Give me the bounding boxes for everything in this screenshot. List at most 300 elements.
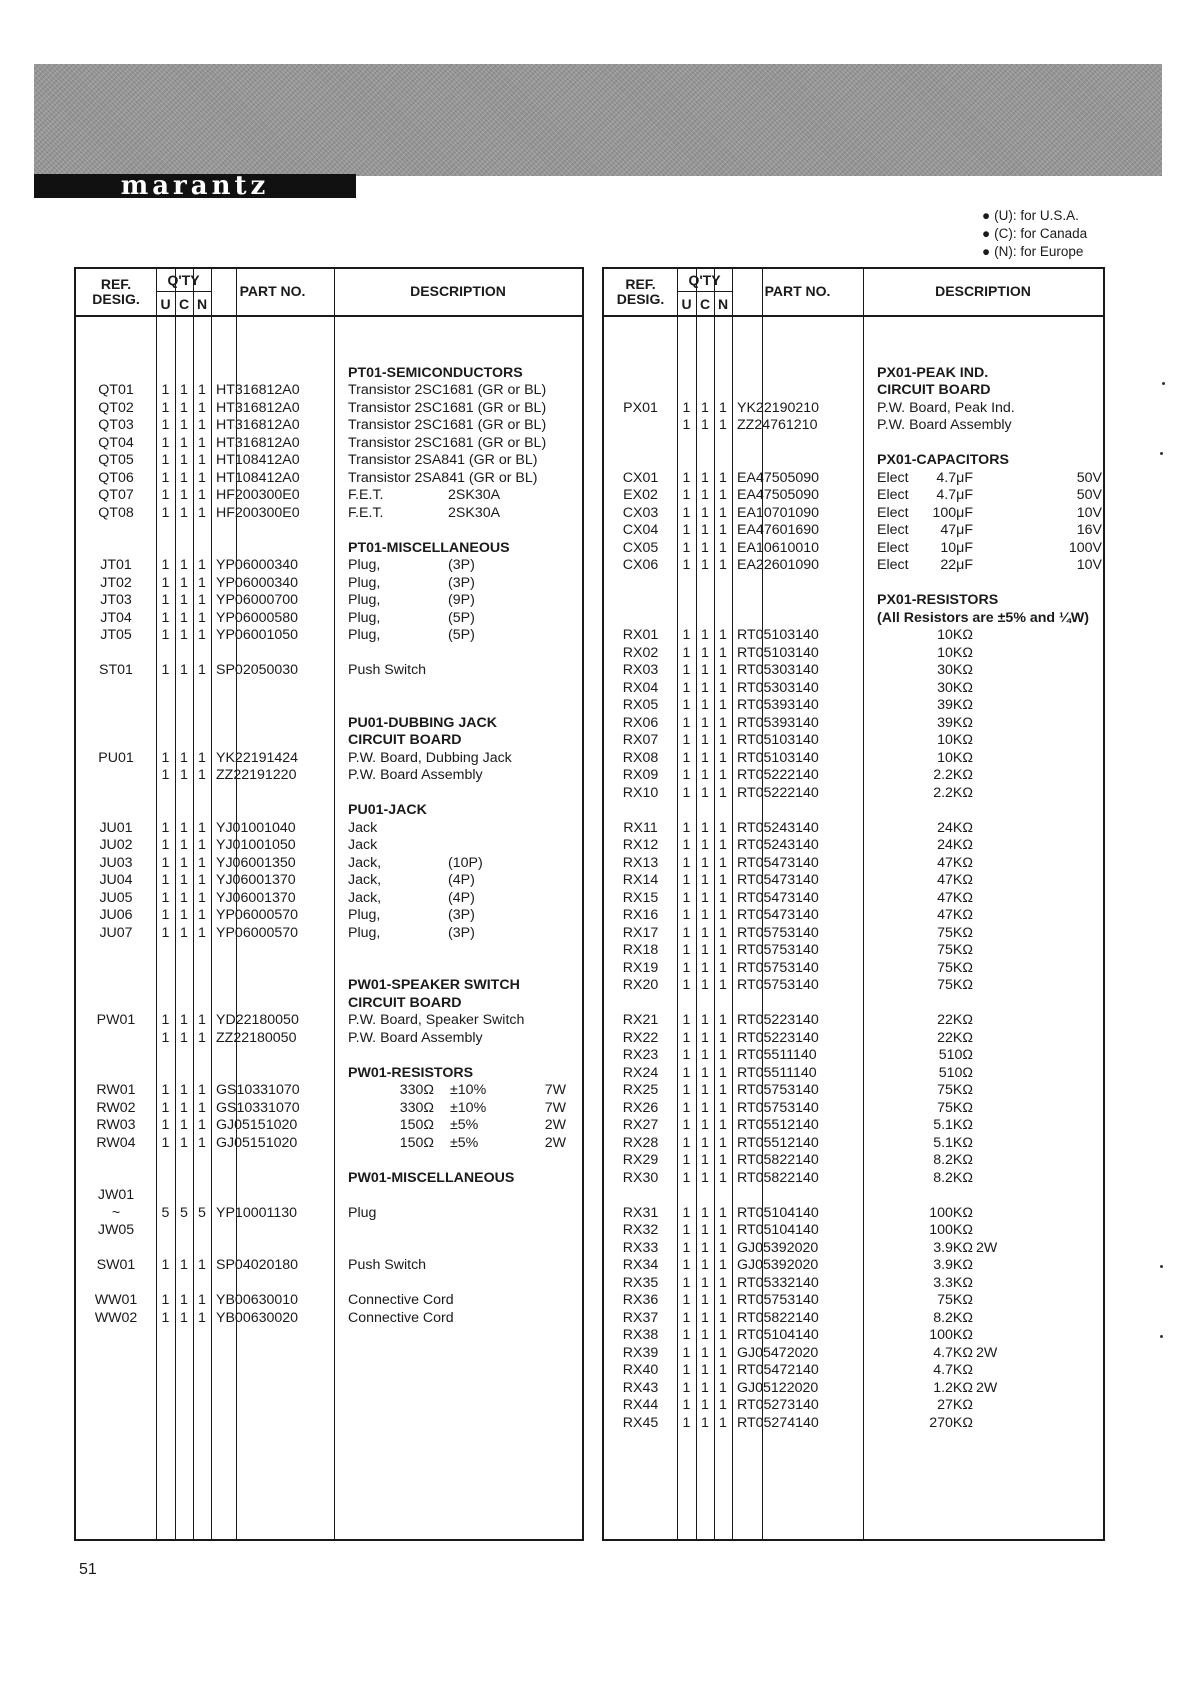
table-row: [76, 487, 582, 505]
part-number: RT05243140: [737, 837, 819, 853]
qty-c: 1: [701, 1362, 709, 1378]
value: 4.7μF: [936, 469, 973, 486]
qty-c: 1: [701, 1239, 709, 1256]
table-row: [604, 1187, 1103, 1205]
qty-c: 1: [701, 504, 709, 521]
part-number: RT05753140: [737, 959, 819, 976]
table-row: [604, 452, 1103, 470]
qty-n: 1: [198, 592, 206, 608]
value: 330Ω: [399, 1082, 434, 1098]
qty-c: 1: [701, 1064, 709, 1081]
value: 510Ω: [938, 1064, 973, 1081]
part-number: HF200300E0: [216, 487, 300, 503]
part-number: EA47505090: [737, 487, 820, 503]
qty-n: 1: [198, 627, 206, 643]
rating: 16V: [1076, 522, 1102, 538]
part-number: HT316812A0: [216, 434, 300, 451]
ref-desig: JT05: [100, 627, 132, 643]
table-row: [76, 1275, 582, 1293]
value: 5.1KΩ: [933, 1134, 973, 1151]
qty-c: 1: [701, 854, 709, 871]
value: 4.7KΩ: [933, 1362, 973, 1378]
part-number: RT05473140: [737, 907, 819, 923]
table-row: [604, 540, 1103, 558]
qty-n: 1: [198, 417, 206, 433]
ref-desig: QT07: [98, 487, 134, 503]
section-heading: CIRCUIT BOARD: [877, 382, 991, 398]
table-row: [604, 522, 1103, 540]
ref-desig: RX10: [622, 784, 659, 801]
description: Transistor 2SC1681 (GR or BL): [348, 417, 547, 433]
qty-u: 1: [682, 1099, 691, 1116]
table-row: [604, 1292, 1103, 1310]
qty-c: 1: [701, 487, 709, 503]
qty-u: 1: [161, 872, 170, 888]
part-number: RT05753140: [737, 924, 819, 941]
qty-c: 1: [701, 889, 709, 906]
table-row: [76, 1187, 582, 1205]
description: Connective Cord: [348, 1309, 454, 1326]
value: 270KΩ: [929, 1414, 973, 1431]
ref-desig: QT01: [98, 382, 134, 398]
part-number: EA47505090: [737, 469, 820, 486]
rating: 2W: [976, 1239, 998, 1256]
qty-n: 1: [198, 889, 206, 906]
qty-n: 1: [198, 487, 206, 503]
rating: 2W: [976, 1379, 998, 1396]
table-row: [604, 1257, 1103, 1275]
ref-desig: RX31: [622, 1204, 659, 1221]
qty-c: 1: [701, 679, 709, 696]
description: Elect: [877, 487, 909, 503]
ref-desig: PW01: [96, 1012, 136, 1028]
ref-desig: JT03: [100, 592, 132, 608]
part-number: RT05822140: [737, 1152, 819, 1168]
section-heading: PX01-RESISTORS: [877, 592, 999, 608]
value: 10μF: [940, 539, 973, 556]
value: 75KΩ: [937, 1099, 973, 1116]
rating: 10V: [1076, 504, 1102, 521]
qty-c: 1: [701, 1344, 709, 1361]
header-u: U: [681, 296, 692, 312]
header-qty: Q'TY: [688, 272, 721, 288]
qty-u: 1: [161, 1082, 170, 1098]
table-row: [604, 347, 1103, 365]
table-row: [76, 400, 582, 418]
qty-c: 1: [180, 592, 188, 608]
table-row: [76, 557, 582, 575]
part-number: RT05753140: [737, 977, 819, 993]
qty-c: 1: [701, 627, 709, 643]
qty-c: 1: [701, 1327, 709, 1343]
qty-n: 1: [198, 749, 206, 766]
rating: 50V: [1076, 469, 1102, 486]
part-number: RT05104140: [737, 1327, 819, 1343]
qty-u: 1: [161, 1012, 170, 1028]
qty-n: 1: [719, 1047, 727, 1063]
table-row: [76, 1292, 582, 1310]
part-number: RT05473140: [737, 872, 819, 888]
description: Transistor 2SC1681 (GR or BL): [348, 399, 547, 416]
qty-n: 1: [719, 1134, 727, 1151]
value: 2.2KΩ: [933, 784, 973, 801]
description: Jack: [348, 819, 378, 836]
table-row: [76, 1065, 582, 1083]
qty-n: 1: [719, 889, 727, 906]
qty-n: 1: [719, 784, 727, 801]
qty-n: 1: [719, 1169, 727, 1186]
table-body: [604, 347, 1103, 1432]
ref-desig: CX05: [622, 539, 659, 556]
qty-n: 1: [198, 469, 206, 486]
qty-n: 1: [719, 1204, 727, 1221]
qty-n: 1: [198, 1292, 206, 1308]
qty-u: 1: [682, 1134, 691, 1151]
value: 39KΩ: [937, 714, 973, 731]
table-row: [604, 1310, 1103, 1328]
ref-desig: RX29: [622, 1152, 659, 1168]
qty-n: 1: [719, 767, 727, 783]
ref-desig: RX26: [622, 1099, 659, 1116]
qty-u: 1: [682, 627, 691, 643]
part-number: YK22190210: [737, 399, 820, 416]
qty-c: 1: [180, 399, 188, 416]
qty-u: 1: [161, 417, 170, 433]
ref-desig: RX02: [622, 644, 659, 661]
part-number: YJ06001350: [216, 854, 296, 871]
ref-desig: CX03: [622, 504, 659, 521]
qty-u: 1: [682, 1397, 691, 1413]
tolerance: ±5%: [450, 1134, 479, 1151]
qty-u: 1: [682, 1309, 691, 1326]
qty-n: 1: [719, 697, 727, 713]
qty-c: 1: [701, 557, 709, 573]
qty-c: 1: [180, 1099, 188, 1116]
qty-c: 1: [180, 504, 188, 521]
header-n: N: [196, 296, 208, 312]
table-row: [604, 1205, 1103, 1223]
table-row: [76, 452, 582, 470]
part-number: GJ05392020: [737, 1257, 819, 1273]
qty-c: 1: [701, 749, 709, 766]
qty-u: 1: [161, 487, 170, 503]
rating: 7W: [544, 1082, 566, 1098]
value: 10KΩ: [937, 644, 973, 661]
part-number: YP06001050: [216, 627, 299, 643]
table-row: [76, 365, 582, 383]
table-row: [604, 417, 1103, 435]
qty-u: 1: [682, 959, 691, 976]
table-row: [604, 697, 1103, 715]
description-detail: (3P): [448, 907, 475, 923]
qty-n: 1: [719, 1152, 727, 1168]
section-heading: PW01-SPEAKER SWITCH: [348, 977, 520, 993]
part-number: RT05473140: [737, 889, 819, 906]
rating: 10V: [1076, 557, 1102, 573]
ref-desig: RW01: [96, 1082, 136, 1098]
table-row: [604, 1397, 1103, 1415]
legend-item: ● (C): for Canada: [982, 226, 1088, 241]
description: Push Switch: [348, 662, 427, 678]
qty-u: 1: [682, 662, 691, 678]
part-number: RT05511140: [737, 1047, 817, 1063]
qty-c: 1: [701, 714, 709, 731]
table-row: [76, 855, 582, 873]
header-part-no: PART NO.: [239, 283, 306, 299]
ref-desig: JU04: [99, 872, 133, 888]
ref-desig: JU06: [99, 907, 133, 923]
description-detail: 2SK30A: [448, 487, 501, 503]
qty-c: 1: [180, 1134, 188, 1151]
tolerance: ±5%: [450, 1117, 479, 1133]
ref-desig: RX39: [622, 1344, 659, 1361]
qty-c: 1: [701, 662, 709, 678]
table-row: [76, 995, 582, 1013]
table-row: [604, 820, 1103, 838]
qty-n: 1: [719, 557, 727, 573]
header-c: C: [178, 296, 190, 312]
header-ref-line: DESIG.: [92, 291, 140, 307]
qty-n: 1: [719, 924, 727, 941]
description: Connective Cord: [348, 1292, 454, 1308]
value: 10KΩ: [937, 749, 973, 766]
part-number: YP06000580: [216, 609, 299, 626]
qty-u: 1: [161, 1309, 170, 1326]
table-row: [604, 715, 1103, 733]
part-number: RT05753140: [737, 942, 819, 958]
ref-desig: RX16: [622, 907, 659, 923]
part-number: YP06000340: [216, 557, 299, 573]
value: 1.2KΩ: [933, 1379, 973, 1396]
table-row: [604, 925, 1103, 943]
qty-n: 1: [198, 382, 206, 398]
table-row: [76, 347, 582, 365]
table-row: [604, 890, 1103, 908]
qty-u: 1: [161, 662, 170, 678]
table-row: [604, 1135, 1103, 1153]
header-description: DESCRIPTION: [935, 283, 1031, 299]
qty-c: 1: [180, 907, 188, 923]
description: Transistor 2SC1681 (GR or BL): [348, 434, 547, 451]
ref-desig: RX09: [622, 767, 659, 783]
value: 510Ω: [938, 1047, 973, 1063]
value: 8.2KΩ: [933, 1152, 973, 1168]
part-number: RT05472140: [737, 1362, 819, 1378]
qty-n: 1: [719, 1397, 727, 1413]
header-ref-desig: [76, 277, 156, 307]
ref-desig: ST01: [99, 662, 133, 678]
table-row: [604, 557, 1103, 575]
qty-c: 1: [701, 1012, 709, 1028]
table-row: [604, 1222, 1103, 1240]
part-number: ZZ24761210: [737, 417, 818, 433]
ref-desig: RX06: [622, 714, 659, 731]
part-number: GJ05151020: [216, 1134, 298, 1151]
table-row: [76, 435, 582, 453]
qty-c: 1: [701, 1204, 709, 1221]
rating: 2W: [976, 1344, 998, 1361]
scan-speck: [1160, 1265, 1163, 1268]
table-row: [76, 1310, 582, 1328]
table-row: [604, 505, 1103, 523]
part-number: YJ01001050: [216, 837, 296, 853]
description: Plug,: [348, 592, 381, 608]
qty-n: 1: [719, 487, 727, 503]
value: 3.9KΩ: [933, 1239, 973, 1256]
qty-c: 1: [180, 767, 188, 783]
table-row: [604, 767, 1103, 785]
qty-n: 1: [198, 819, 206, 836]
part-number: SP02050030: [216, 662, 299, 678]
ref-desig: RX19: [622, 959, 659, 976]
qty-n: 1: [719, 662, 727, 678]
ref-desig: JU03: [99, 854, 133, 871]
header-banner: [34, 64, 1162, 176]
qty-u: 1: [682, 1327, 691, 1343]
qty-c: 1: [701, 1117, 709, 1133]
qty-n: 1: [198, 854, 206, 871]
part-number: RT05103140: [737, 732, 819, 748]
ref-desig: RX12: [622, 837, 659, 853]
qty-c: 1: [701, 1414, 709, 1431]
qty-c: 1: [180, 1257, 188, 1273]
qty-n: 1: [719, 1414, 727, 1431]
qty-u: 1: [161, 924, 170, 941]
ref-desig: JU05: [99, 889, 133, 906]
qty-u: 1: [161, 609, 170, 626]
section-heading: PT01-SEMICONDUCTORS: [348, 364, 523, 381]
qty-u: 1: [161, 1292, 170, 1308]
qty-u: 1: [682, 504, 691, 521]
part-number: GJ05151020: [216, 1117, 298, 1133]
ref-desig: RX30: [622, 1169, 659, 1186]
table-row: [604, 470, 1103, 488]
part-number: RT05512140: [737, 1134, 819, 1151]
qty-n: 1: [198, 1309, 206, 1326]
qty-c: 1: [701, 469, 709, 486]
table-row: [76, 575, 582, 593]
value: 150Ω: [399, 1117, 434, 1133]
description: P.W. Board Assembly: [877, 417, 1012, 433]
table-row: [604, 942, 1103, 960]
description: Plug,: [348, 924, 381, 941]
value: 100KΩ: [929, 1204, 973, 1221]
header-n: N: [717, 296, 729, 312]
part-number: GJ05392020: [737, 1239, 819, 1256]
table-row: [76, 925, 582, 943]
ref-desig: JU07: [99, 924, 133, 941]
ref-desig: RW02: [96, 1099, 136, 1116]
section-heading: CIRCUIT BOARD: [348, 994, 462, 1011]
ref-desig: PX01: [623, 399, 658, 416]
qty-n: 1: [198, 1012, 206, 1028]
qty-u: 1: [682, 942, 691, 958]
description: Jack,: [348, 889, 382, 906]
ref-desig: SW01: [96, 1257, 136, 1273]
value: 47KΩ: [937, 889, 973, 906]
qty-c: 1: [180, 487, 188, 503]
qty-c: 1: [180, 1012, 188, 1028]
region-legend: [982, 207, 1087, 261]
qty-divider: [677, 291, 732, 292]
ref-desig: WW02: [94, 1309, 138, 1326]
value: 5.1KΩ: [933, 1117, 973, 1133]
table-row: [76, 680, 582, 698]
part-number: RT05103140: [737, 644, 819, 661]
ref-desig: RX14: [622, 872, 659, 888]
qty-u: 1: [682, 837, 691, 853]
part-number: YJ01001040: [216, 819, 296, 836]
qty-u: 1: [682, 977, 691, 993]
part-number: YD22180050: [216, 1012, 299, 1028]
qty-u: 1: [161, 749, 170, 766]
part-number: HF200300E0: [216, 504, 300, 521]
qty-n: 1: [719, 942, 727, 958]
ref-desig: RX03: [622, 662, 659, 678]
qty-c: 1: [180, 819, 188, 836]
qty-u: 1: [161, 1099, 170, 1116]
ref-desig: RX18: [622, 942, 659, 958]
qty-u: 1: [682, 1117, 691, 1133]
part-number: ZZ22191220: [216, 767, 297, 783]
description: Elect: [877, 557, 909, 573]
qty-u: 1: [161, 452, 170, 468]
section-heading: CIRCUIT BOARD: [348, 732, 462, 748]
description: Plug,: [348, 557, 381, 573]
qty-n: 1: [719, 1239, 727, 1256]
value: 39KΩ: [937, 697, 973, 713]
qty-u: 1: [161, 907, 170, 923]
ref-desig: CX01: [622, 469, 659, 486]
description: Jack: [348, 837, 378, 853]
table-row: [604, 400, 1103, 418]
ref-desig: RX28: [622, 1134, 659, 1151]
part-number: RT05393140: [737, 697, 819, 713]
description: Plug,: [348, 574, 381, 591]
qty-c: 1: [180, 837, 188, 853]
description: Jack,: [348, 854, 382, 871]
part-number: RT05473140: [737, 854, 819, 871]
part-number: RT05222140: [737, 767, 819, 783]
value: 8.2KΩ: [933, 1309, 973, 1326]
value: 8.2KΩ: [933, 1169, 973, 1186]
description-detail: (3P): [448, 924, 475, 941]
value: 100μF: [932, 504, 973, 521]
value: 47KΩ: [937, 907, 973, 923]
table-row: [76, 890, 582, 908]
part-number: RT05103140: [737, 627, 819, 643]
section-heading: PT01-MISCELLANEOUS: [348, 539, 510, 556]
qty-u: 1: [682, 1064, 691, 1081]
qty-u: 1: [682, 1012, 691, 1028]
parts-table-right: [602, 267, 1105, 1541]
qty-c: 1: [701, 732, 709, 748]
qty-c: 1: [701, 924, 709, 941]
table-row: [76, 540, 582, 558]
qty-n: 1: [719, 714, 727, 731]
qty-u: 1: [682, 487, 691, 503]
description: Plug: [348, 1204, 377, 1221]
qty-c: 1: [180, 557, 188, 573]
qty-u: 1: [682, 1344, 691, 1361]
table-row: [604, 1065, 1103, 1083]
table-row: [604, 1240, 1103, 1258]
qty-u: 1: [682, 679, 691, 696]
value: 75KΩ: [937, 1292, 973, 1308]
qty-n: 1: [198, 924, 206, 941]
table-row: [76, 1117, 582, 1135]
qty-u: 1: [682, 784, 691, 801]
